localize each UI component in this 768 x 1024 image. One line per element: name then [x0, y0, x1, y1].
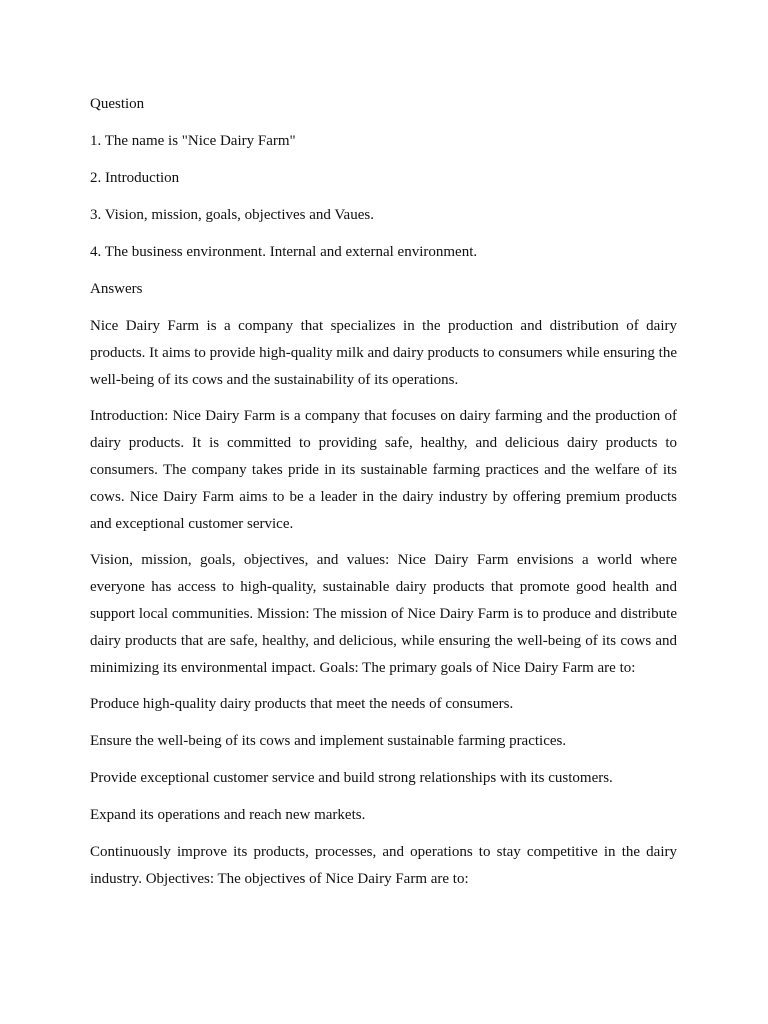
closing-paragraph: Continuously improve its products, processes, and operations to stay competitive in the dairy industry. Objectives: The objectives of Nice Dairy Farm are to: [90, 844, 677, 887]
goal-item-4: Expand its operations and reach new markets. [90, 807, 366, 823]
question-heading: Question [90, 96, 145, 112]
answer-paragraph-introduction: Introduction: Nice Dairy Farm is a company that focuses on dairy farming and the production of dairy products. It is committed to providing safe, healthy, and delicious dairy products to consumers. The company takes pride in its sustainable farming practices and the welfare of its cows. Nice Dairy Farm aims to be a leader in the dairy industry by offering premium products and exceptional customer service. [90, 408, 677, 532]
goal-item-2: Ensure the well-being of its cows and implement sustainable farming practices. [90, 733, 567, 749]
question-item-1: 1. The name is "Nice Dairy Farm" [90, 133, 296, 149]
goal-item-3: Provide exceptional customer service and build strong relationships with its customers. [90, 770, 613, 786]
question-item-3: 3. Vision, mission, goals, objectives and Vaues. [90, 207, 374, 223]
answer-paragraph-company: Nice Dairy Farm is a company that specializes in the production and distribution of dairy products. It aims to provide high-quality milk and dairy products to consumers while ensuring the well-being of its cows and the sustainability of its operations. [90, 318, 677, 388]
answers-heading: Answers [90, 281, 143, 297]
goal-item-1: Produce high-quality dairy products that meet the needs of consumers. [90, 696, 514, 712]
document-page [90, 91, 677, 902]
answer-paragraph-vision-mission: Vision, mission, goals, objectives, and values: Nice Dairy Farm envisions a world where everyone has access to high-quality, sustainable dairy products that promote good health and support local communities. Mission: The mission of Nice Dairy Farm is to produce and distribute dairy products that are safe, healthy, and delicious, while ensuring the well-being of its cows and minimizing its environmental impact. Goals: The primary goals of Nice Dairy Farm are to: [90, 552, 677, 676]
question-item-2: 2. Introduction [90, 170, 180, 186]
question-item-4: 4. The business environment. Internal and external environment. [90, 244, 478, 260]
